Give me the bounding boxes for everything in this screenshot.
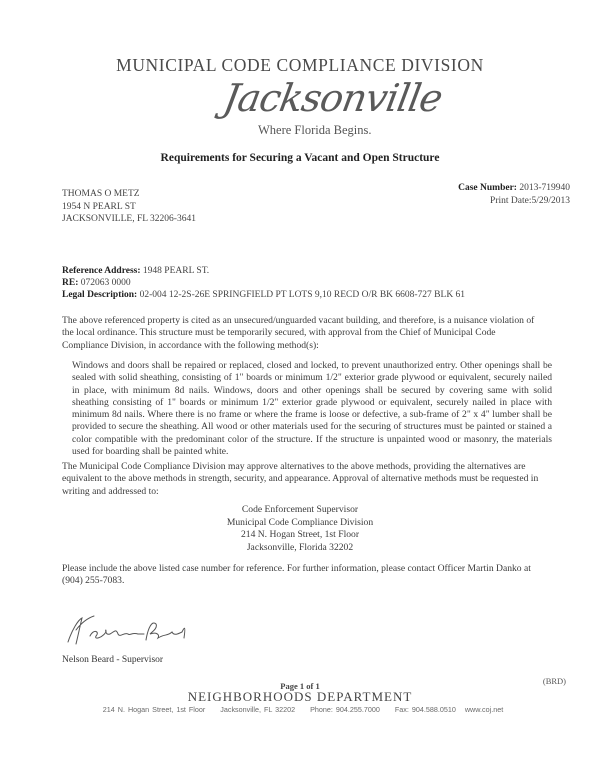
recipient-city: JACKSONVILLE, FL 32206-3641 — [62, 214, 196, 224]
recipient-street: 1954 N PEARL ST — [62, 201, 136, 212]
legal-description-row — [62, 289, 465, 301]
case-number: 2013-719940 — [519, 183, 570, 193]
case-info — [458, 182, 570, 207]
case-number-label: Case Number: — [458, 183, 517, 193]
signer-name: Nelson Beard - Supervisor — [62, 655, 164, 665]
mailing-address-line: Municipal Code Compliance Division — [226, 516, 374, 528]
logo-script-text: Jacksonville — [220, 76, 446, 120]
division-title: MUNICIPAL CODE COMPLIANCE DIVISION — [116, 55, 484, 75]
footer-phone: Phone: 904.255.7000 — [310, 705, 380, 714]
reference-address-row — [62, 265, 465, 277]
reference-block — [62, 265, 465, 301]
securing-methods-paragraph: Windows and doors shall be repaired or replaced, closed and locked, to prevent unauthorized entry. Other openings shall be sealed with solid sheathing, consisting of 1" boards or minimum 1/2" exterior grade plywood or equivalent, securely nailed in place, with minimum 8d nails. Windows, doors and other openings shall be secured by covering same with solid sheathing consisting of 1" boards or minimum 1/2" exterior grade plywood or equivalent, securely nailed in place with minimum 8d nails. Where there is no frame or where the frame is loose or defective, a sub-frame of 2" x 4" lumber shall be provided to secure the sheathing. All wood or other materials used for the securing of structures must be painted or stained a color compatible with the predominant color of the structure. If the structure is unpainted wood or masonry, the materials used for boarding shall be painted white. — [72, 360, 552, 458]
legal-description-label: Legal Description: — [62, 290, 138, 300]
re-value: 072063 0000 — [80, 278, 131, 288]
re-label: RE: — [62, 278, 79, 288]
reference-address: 1948 PEARL ST. — [142, 266, 210, 276]
mailing-address-line: Code Enforcement Supervisor — [241, 504, 359, 515]
mailing-address-line: 214 N. Hogan Street, 1st Floor — [240, 529, 360, 540]
footer-contact — [0, 705, 600, 714]
department-name: NEIGHBORHOODS DEPARTMENT — [187, 689, 413, 704]
footer-fax: Fax: 904.588.0510 — [394, 705, 456, 714]
recipient-name: THOMAS O METZ — [62, 189, 140, 199]
recipient-address — [62, 188, 196, 226]
document-code: (BRD) — [542, 676, 566, 686]
page-number: Page 1 of 1 — [280, 681, 320, 691]
case-number-row — [458, 182, 570, 195]
footer-address: 214 N. Hogan Street, 1st Floor — [102, 705, 206, 714]
footer-website-link[interactable]: www.coj.net — [464, 705, 504, 714]
footer-city: Jacksonville, FL 32202 — [220, 705, 296, 714]
print-date-label: Print Date: — [490, 195, 532, 206]
re-row — [62, 277, 465, 289]
contact-paragraph: Please include the above listed case number for reference. For further information, please contact Officer Martin Danko at (904) 255-7083. — [62, 563, 531, 587]
mailing-address — [0, 504, 600, 554]
print-date: 5/29/2013 — [531, 195, 570, 206]
print-date-row — [458, 195, 570, 208]
reference-address-label: Reference Address: — [62, 266, 141, 276]
violation-paragraph: The above referenced property is cited as an unsecured/unguarded vacant building, and therefore, is a nuisance violation of the local ordinance. This structure must be temporarily secured, with approval from the Chief of Municipal Code Compliance Division, in accordance with the following method(s): — [62, 315, 535, 351]
signature-image — [60, 612, 190, 648]
alternatives-paragraph: The Municipal Code Compliance Division may approve alternatives to the above methods, providing the alternatives are equivalent to the above methods in strength, security, and appearance. Approval of alternative methods must be requested in writing and addressed to: — [62, 461, 539, 497]
mailing-address-line: Jacksonville, Florida 32202 — [246, 541, 354, 553]
logo-tagline: Where Florida Begins. — [258, 123, 372, 137]
document-subtitle: Requirements for Securing a Vacant and Open Structure — [160, 152, 440, 164]
jacksonville-logo — [210, 76, 446, 150]
legal-description: 02-004 12-2S-26E SPRINGFIELD PT LOTS 9,10 RECD O/R BK 6608-727 BLK 61 — [139, 290, 466, 300]
